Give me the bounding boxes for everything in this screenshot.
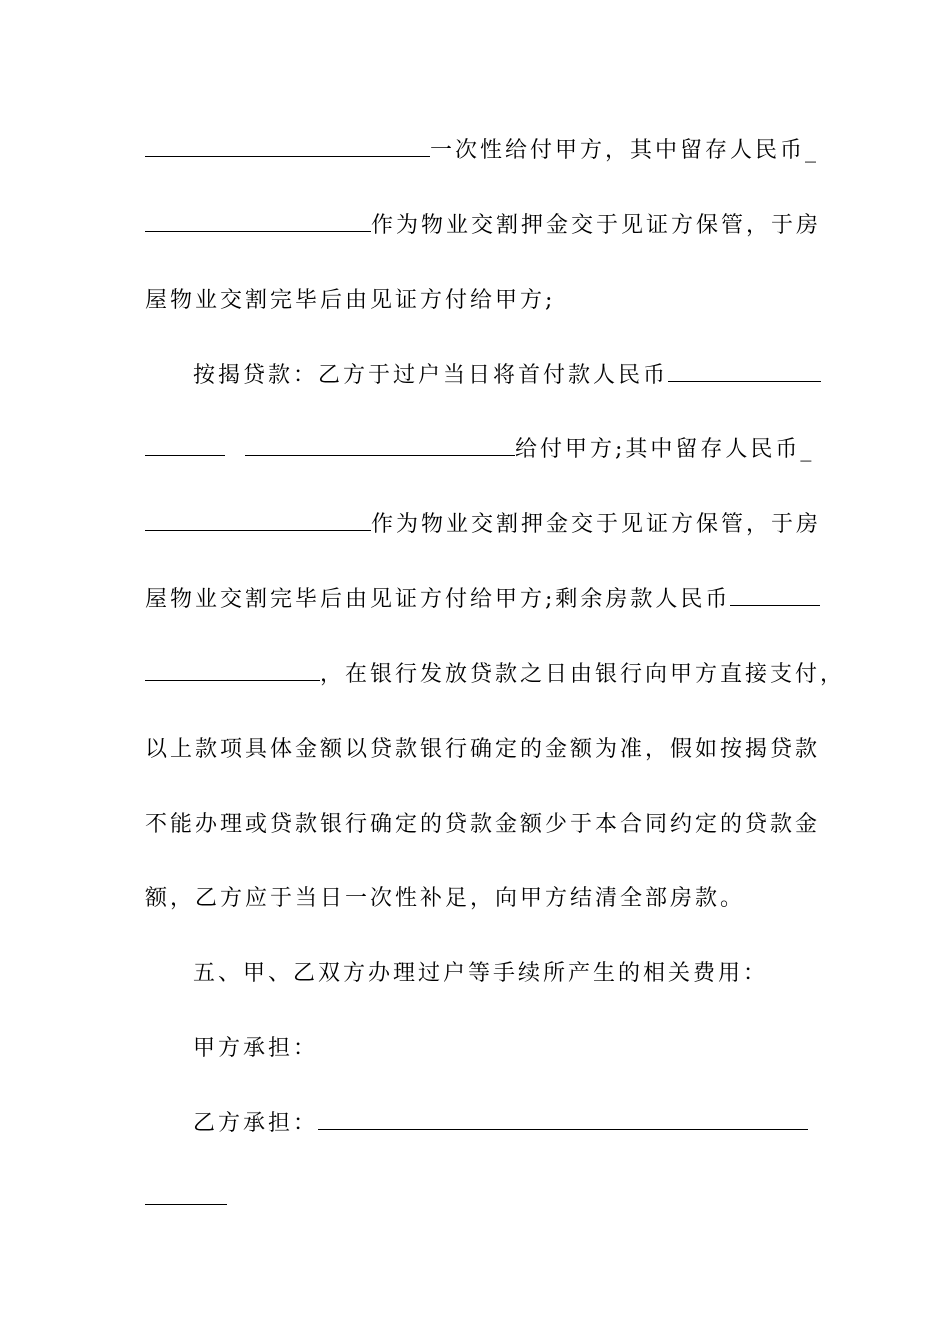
text-line <box>193 1104 808 1144</box>
line-text: 给付甲方;其中留存人民币_ <box>515 437 815 462</box>
fill-blank <box>145 132 430 157</box>
fill-blank <box>145 431 225 456</box>
line-text: 以上款项具体金额以贷款银行确定的金额为准，假如按揭贷款 <box>145 737 821 762</box>
line-text: 乙方承担： <box>193 1111 319 1136</box>
fill-blank <box>145 207 371 232</box>
text-line <box>193 356 821 396</box>
text-line <box>145 505 821 545</box>
line-text: 作为物业交割押金交于见证方保管，于房 <box>371 512 822 537</box>
text-line <box>145 430 814 470</box>
text-line <box>145 805 820 845</box>
line-text: 一次性给付甲方，其中留存人民币_ <box>430 138 820 163</box>
line-text: 作为物业交割押金交于见证方保管，于房 <box>371 213 822 238</box>
line-text: 甲方承担： <box>193 1036 319 1061</box>
line-text: 屋物业交割完毕后由见证方付给甲方; <box>145 288 556 313</box>
line-text: 按揭贷款：乙方于过户当日将首付款人民币 <box>193 363 669 388</box>
fill-blank <box>145 656 320 681</box>
text-line <box>145 655 845 695</box>
line-text: 五、甲、乙双方办理过户等手续所产生的相关费用： <box>193 961 769 986</box>
fill-blank <box>668 357 821 382</box>
fill-blank <box>145 1180 227 1205</box>
section-heading <box>193 954 768 994</box>
text-line <box>193 1029 318 1069</box>
fill-blank <box>245 431 515 456</box>
line-text: ，在银行发放贷款之日由银行向甲方直接支付， <box>320 662 846 687</box>
text-line <box>145 879 745 919</box>
fill-blank <box>318 1105 808 1130</box>
line-text: 不能办理或贷款银行确定的贷款金额少于本合同约定的贷款金 <box>145 812 821 837</box>
fill-blank <box>145 506 371 531</box>
text-line <box>145 206 821 246</box>
line-text: 屋物业交割完毕后由见证方付给甲方;剩余房款人民币 <box>145 587 731 612</box>
text-line <box>145 281 555 321</box>
fill-blank <box>730 581 820 606</box>
text-line <box>145 131 819 171</box>
text-line <box>145 730 820 770</box>
text-line <box>145 1179 227 1219</box>
line-text: 额，乙方应于当日一次性补足，向甲方结清全部房款。 <box>145 886 746 911</box>
text-line <box>145 580 820 620</box>
